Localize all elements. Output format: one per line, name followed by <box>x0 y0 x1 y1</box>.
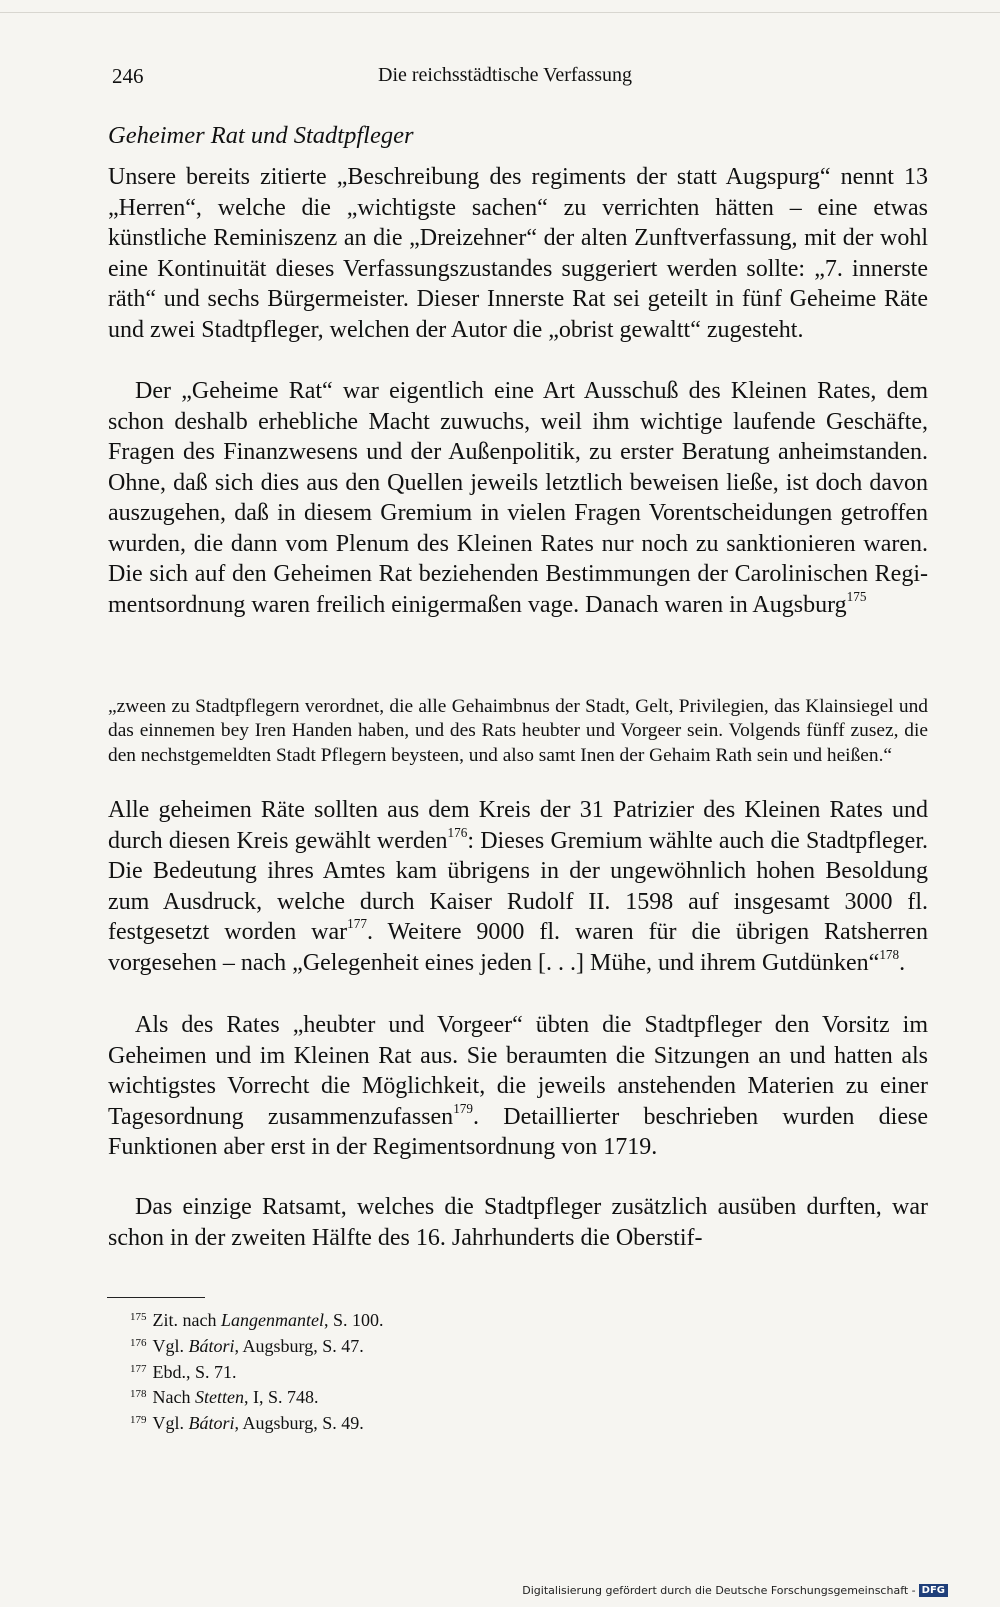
paragraph-5: Das einzige Ratsamt, welches die Stadtpfleger zusätzlich ausüben durften, war schon in der zweiten Hälfte des 16. Jahrhunderts die Oberstif- <box>108 1194 928 1251</box>
paragraph-3-text-d: . <box>899 949 906 976</box>
paragraph-3-text-a: Alle geheimen Räte sollten aus dem Kreis der 31 Patrizier des Kleinen Rates und durch diesen Kreis gewählt werden <box>108 797 928 854</box>
footnote-text: Vgl. <box>152 1413 189 1434</box>
footnote-number: 177 <box>130 1362 147 1375</box>
footnote-177 <box>130 1361 930 1387</box>
footnote-author: Langenmantel <box>220 1310 324 1330</box>
footnote-176 <box>130 1335 930 1361</box>
page-number: 246 <box>112 64 144 88</box>
footnotes <box>130 1309 930 1438</box>
digitization-credit <box>522 1584 948 1597</box>
running-head <box>108 64 928 94</box>
paragraph-1: Unsere bereits zitierte „Beschreibung des regiments der statt Augspurg“ nennt 13 „Herren“, welche die „wichtigste sachen“ zu verrichten hätten – eine etwas künstliche Reminiszenz an die „Dreizehner“ der alten Zunftverfassung, mit der wohl eine Kontinuität dieses Verfassungszustandes suggeriert werden sollte: „7. innerste räth“ und sechs Bürgermeister. Dieser Innerste Rat sei geteilt in fünf Geheime Räte und zwei Stadtpfleger, welchen der Autor die „obrist gewaltt“ zugesteht. <box>108 164 928 343</box>
footnote-ref-177[interactable]: 177 <box>347 916 367 932</box>
footnote-178 <box>130 1386 930 1412</box>
footnote-text: , I, S. 748. <box>243 1387 319 1408</box>
footnote-text: , Augsburg, S. 47. <box>234 1335 364 1356</box>
footnote-text: Nach <box>152 1387 195 1408</box>
paragraph-3-text-b: : Dieses Gremium wählte auch die Stadtpfleger. Die Bedeutung ihres Amtes kam übrigens in der ungewöhnlich hohen Besoldung zum Ausdruck, welche durch Kaiser Rudolf II. 1598 auf insgesamt 3000 fl. festgesetzt worden war <box>108 827 928 945</box>
footnote-ref-179[interactable]: 179 <box>453 1100 473 1116</box>
footnote-ref-175[interactable]: 175 <box>846 588 867 604</box>
section-heading: Geheimer Rat und Stadtpfleger <box>108 122 414 149</box>
paragraph-2 <box>108 376 928 620</box>
footnote-179 <box>130 1412 930 1438</box>
paragraph-4-text-b: . Detaillierter beschrieben wurden diese Funktionen aber erst in der Regimentsordnung von 1719. <box>108 1103 928 1160</box>
footnote-ref-176[interactable]: 176 <box>447 824 468 840</box>
paragraph-2-text: Der „Geheime Rat“ war eigentlich eine Art Ausschuß des Kleinen Rates, dem schon deshalb erhebliche Macht zuwuchs, weil ihm wichtige laufende Geschäfte, Fragen des Finanzwesens und der Außenpolitik, zu erster Beratung anheimstanden. Ohne, daß sich dies aus den Quellen jeweils letztlich beweisen ließe, ist doch davon auszugehen, daß in diesem Gremium in vielen Fragen Vorentscheidungen getroffen wurden, die dann vom Plenum des Kleinen Rates nur noch zu sanktionieren waren. Die sich auf den Geheimen Rat beziehenden Bestimmungen der Carolinischen Regimentsordnung waren freilich einigermaßen vage. Danach waren in Augsburg <box>108 378 928 618</box>
paragraph-3 <box>108 795 928 978</box>
block-quote: „zween zu Stadtpflegern verordnet, die alle Gehaimbnus der Stadt, Gelt, Privilegien, das Klainsiegel und das einnemen bey Iren Handen haben, und des Rats heubter und Vorgeer sein. Volgends fünff zusez, die den nechstgemeldten Stadt Pflegern beysteen, und also samt Inen der Gehaim Rath sein und heißen.“ <box>108 696 928 766</box>
paragraph-4 <box>108 1010 928 1163</box>
footnote-divider <box>107 1297 205 1298</box>
footnote-text: Ebd., S. 71. <box>152 1361 237 1382</box>
footnote-author: Bátori <box>188 1335 235 1356</box>
footnote-number: 176 <box>130 1336 147 1349</box>
footnote-text: Vgl. <box>152 1335 189 1356</box>
footnote-number: 179 <box>130 1414 147 1427</box>
running-head-title: Die reichsstädtische Verfassung <box>378 64 633 86</box>
credit-text: Digitalisierung gefördert durch die Deutsche Forschungsgemeinschaft - <box>522 1584 916 1597</box>
scan-edge-line <box>0 12 1000 13</box>
footnote-175 <box>130 1309 930 1335</box>
paragraph-3-text-c: . Weitere 9000 fl. waren für die übrigen Ratsherren vorgesehen – nach „Gelegenheit eines jeden [. . .] Mühe, und ihrem Gutdünken“ <box>108 919 928 976</box>
footnote-text: , Augsburg, S. 49. <box>234 1413 364 1434</box>
footnote-author: Stetten <box>194 1387 244 1408</box>
footnote-text: Zit. nach <box>152 1310 221 1330</box>
footnote-text: , S. 100. <box>323 1310 384 1330</box>
footnote-author: Bátori <box>188 1413 235 1434</box>
footnote-ref-178[interactable]: 178 <box>879 946 900 962</box>
footnote-number: 178 <box>130 1388 147 1401</box>
footnote-number: 175 <box>130 1311 147 1323</box>
paragraph-4-text-a: Als des Rates „heubter und Vorgeer“ übten die Stadtpfleger den Vorsitz im Geheimen und im Kleinen Rat aus. Sie beraumten die Sitzungen an und hatten als wichtigstes Vorrecht die Möglichkeit, die jeweils anstehenden Materien zu einer Tagesordnung zusammenzufassen <box>108 1012 928 1130</box>
dfg-logo: DFG <box>919 1584 948 1597</box>
